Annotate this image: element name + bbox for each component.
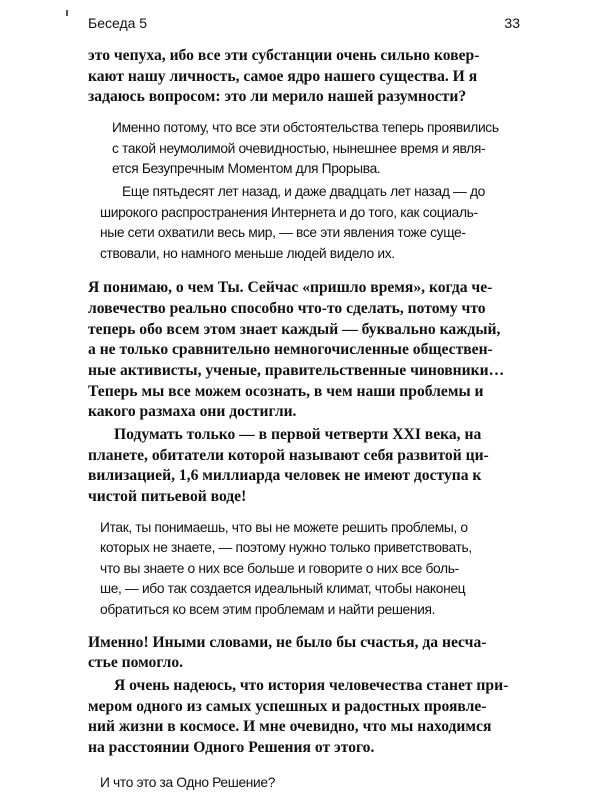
text-line: ные сети охватили весь мир, — все эти явления тоже суще-	[100, 225, 466, 241]
text-line: ные активисты, ученые, правительственные чиновники…	[88, 362, 505, 380]
text-line: широкого распространения Интернета и до того, как социаль-	[100, 204, 478, 220]
text-line: какого размаха они достигли.	[88, 403, 297, 421]
text-line: Еще пятьдесят лет назад, и даже двадцать лет назад — до	[122, 183, 485, 199]
text-line: Итак, ты понимаешь, что вы не можете решить проблемы, о	[100, 519, 468, 535]
text-line: а не только сравнительно немногочисленные обществен-	[88, 341, 493, 359]
text-line: это чепуха, ибо все эти субстанции очень сильно ковер-	[88, 47, 480, 64]
text-line: Теперь мы все можем осознать, в чем наши проблемы и	[88, 382, 484, 400]
text-line: кают нашу личность, самое ядро нашего существа. И я	[88, 67, 478, 85]
text-line: Подумать только — в первой четверти XXI века, на	[114, 425, 482, 443]
text-line: ствовали, но намного меньше людей видело их.	[100, 245, 395, 261]
paragraph-author-1	[88, 46, 528, 108]
text-line: Я очень надеюсь, что история человечества станет при-	[114, 677, 509, 695]
text-line: которых не знаете, — поэтому нужно только приветствовать,	[100, 540, 472, 556]
paragraph-response-1	[100, 118, 542, 180]
text-line: ется Безупречным Моментом для Прорыва.	[112, 161, 381, 177]
text-line: вилизацией, 1,6 миллиарда человек не имеют доступа к	[88, 467, 482, 485]
paragraph-response-4	[100, 773, 530, 793]
text-line: чистой питьевой воде!	[88, 487, 247, 505]
text-line: мером одного из самых успешных и радостных проявле-	[88, 697, 487, 715]
text-line: задаюсь вопросом: это ли мерило нашей разумности?	[88, 88, 467, 106]
text-line: ше, — ибо так создается идеальный климат, чтобы наконец	[100, 581, 466, 597]
scan-edge-mark	[66, 10, 68, 16]
paragraph-author-4	[88, 633, 528, 674]
text-line: Я понимаю, о чем Ты. Сейчас «пришло время», когда че-	[88, 279, 493, 297]
paragraph-author-3	[88, 425, 528, 508]
text-line: стье помогло.	[88, 654, 184, 672]
text-line: теперь обо всем этом знает каждый — буквально каждый,	[88, 320, 501, 338]
text-line: планете, обитатели которой называют себя развитой ци-	[88, 446, 489, 464]
paragraph-author-2	[88, 278, 528, 422]
text-line: с такой неумолимой очевидностью, нынешнее время и явля-	[112, 140, 486, 156]
text-line: Именно потому, что все эти обстоятельства теперь проявились	[112, 119, 499, 135]
text-line: ловечество реально способно что-то сделать, потому что	[88, 300, 486, 318]
paragraph-response-3	[100, 518, 530, 621]
paragraph-response-2	[100, 182, 530, 265]
paragraph-author-5	[88, 676, 528, 759]
page-number: 33	[504, 15, 520, 31]
chapter-title: Беседа 5	[88, 15, 148, 31]
text-line: ний жизни в космосе. И мне очевидно, что мы находимся	[88, 718, 492, 736]
text-line: на расстоянии Одного Решения от этого.	[88, 739, 375, 756]
text-line: Именно! Иными словами, не было бы счастья, да несча-	[88, 633, 487, 651]
running-header	[88, 15, 520, 37]
text-line: И что это за Одно Решение?	[100, 774, 276, 790]
text-line: обратиться ко всем этим проблемам и найти решения.	[100, 602, 436, 618]
text-line: что вы знаете о них все больше и говорите о них все боль-	[100, 560, 459, 576]
